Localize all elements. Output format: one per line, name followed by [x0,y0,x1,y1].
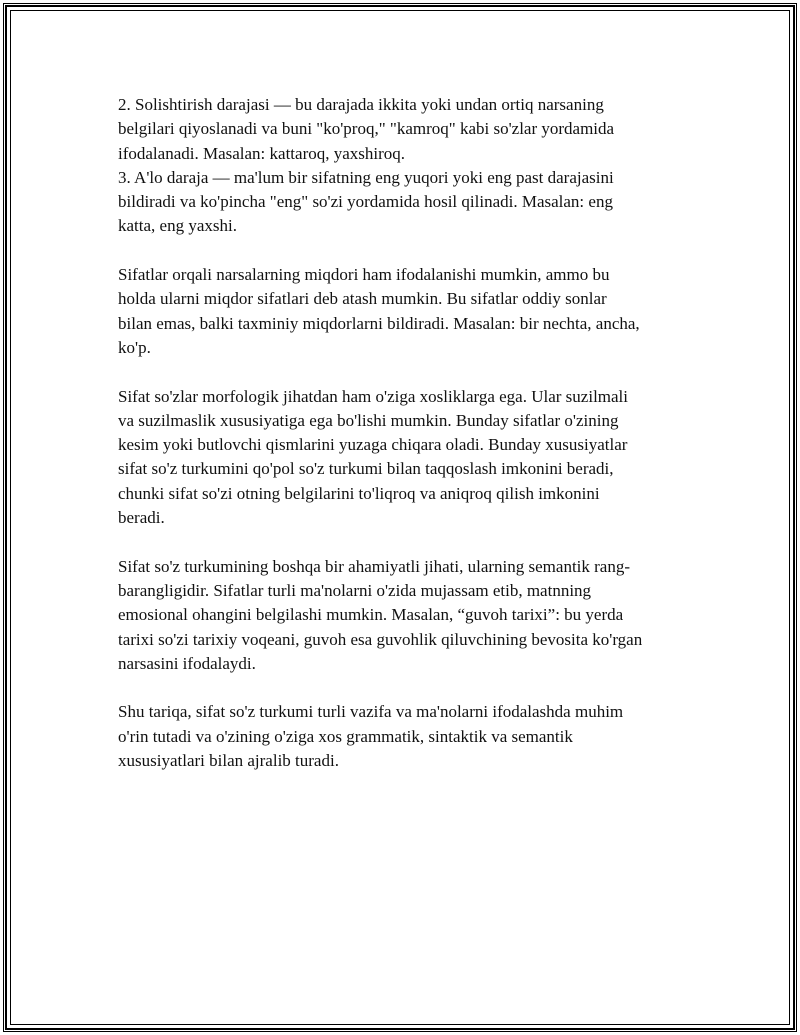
paragraph-superlative-degree [118,166,698,239]
text-line: narsasini ifodalaydi. [118,653,256,673]
text-line: Sifat so'z turkumining boshqa bir ahamiyatli jihati, ularning semantik rang- [118,556,631,576]
text-line: barangligidir. Sifatlar turli ma'nolarni o'zida mujassam etib, matnning [118,580,592,600]
text-line: Shu tariqa, sifat so'z turkumi turli vazifa va ma'nolarni ifodalashda muhim [118,702,624,722]
text-line: emosional ohangini belgilashi mumkin. Masalan, “guvoh tarixi”: bu yerda [118,605,624,625]
text-line: o'rin tutadi va o'zining o'ziga xos grammatik, sintaktik va semantik [118,726,573,746]
text-line: bilan emas, balki taxminiy miqdorlarni bildiradi. Masalan: bir nechta, ancha, [118,313,640,333]
text-line: ifodalanadi. Masalan: kattaroq, yaxshiroq. [118,143,406,163]
text-line: katta, eng yaxshi. [118,216,237,236]
text-line: chunki sifat so'zi otning belgilarini to'liqroq va aniqroq qilish imkonini [118,483,600,503]
text-line: 3. A'lo daraja — ma'lum bir sifatning eng yuqori yoki eng past darajasini [118,167,614,187]
text-line: ko'p. [118,337,151,357]
text-line: xususiyatlari bilan ajralib turadi. [118,751,339,771]
text-line: kesim yoki butlovchi qismlarini yuzaga chiqara oladi. Bunday xususiyatlar [118,435,628,455]
paragraph-comparative-degree [118,93,698,166]
paragraph-semantics [118,555,698,676]
text-line: beradi. [118,508,165,528]
text-line: 2. Solishtirish darajasi — bu darajada ikkita yoki undan ortiq narsaning [118,95,604,114]
paragraph-conclusion [118,700,698,773]
text-line: tarixi so'zi tarixiy voqeani, guvoh esa guvohlik qiluvchining bevosita ko'rgan [118,629,643,649]
text-line: holda ularni miqdor sifatlari deb atash mumkin. Bu sifatlar oddiy sonlar [118,289,607,309]
text-line: bildiradi va ko'pincha "eng" so'zi yordamida hosil qilinadi. Masalan: eng [118,192,613,212]
text-line: Sifatlar orqali narsalarning miqdori ham ifodalanishi mumkin, ammo bu [118,265,610,285]
text-line: sifat so'z turkumini qo'pol so'z turkumi bilan taqqoslash imkonini beradi, [118,459,614,479]
text-line: va suzilmaslik xususiyatiga ega bo'lishi mumkin. Bunday sifatlar o'zining [118,410,619,430]
document-body [118,93,698,798]
text-line: Sifat so'zlar morfologik jihatdan ham o'ziga xosliklarga ega. Ular suzilmali [118,386,629,406]
paragraph-quantity-adjectives [118,263,698,360]
paragraph-morphology [118,385,698,531]
text-line: belgilari qiyoslanadi va buni "ko'proq," "kamroq" kabi so'zlar yordamida [118,119,615,139]
